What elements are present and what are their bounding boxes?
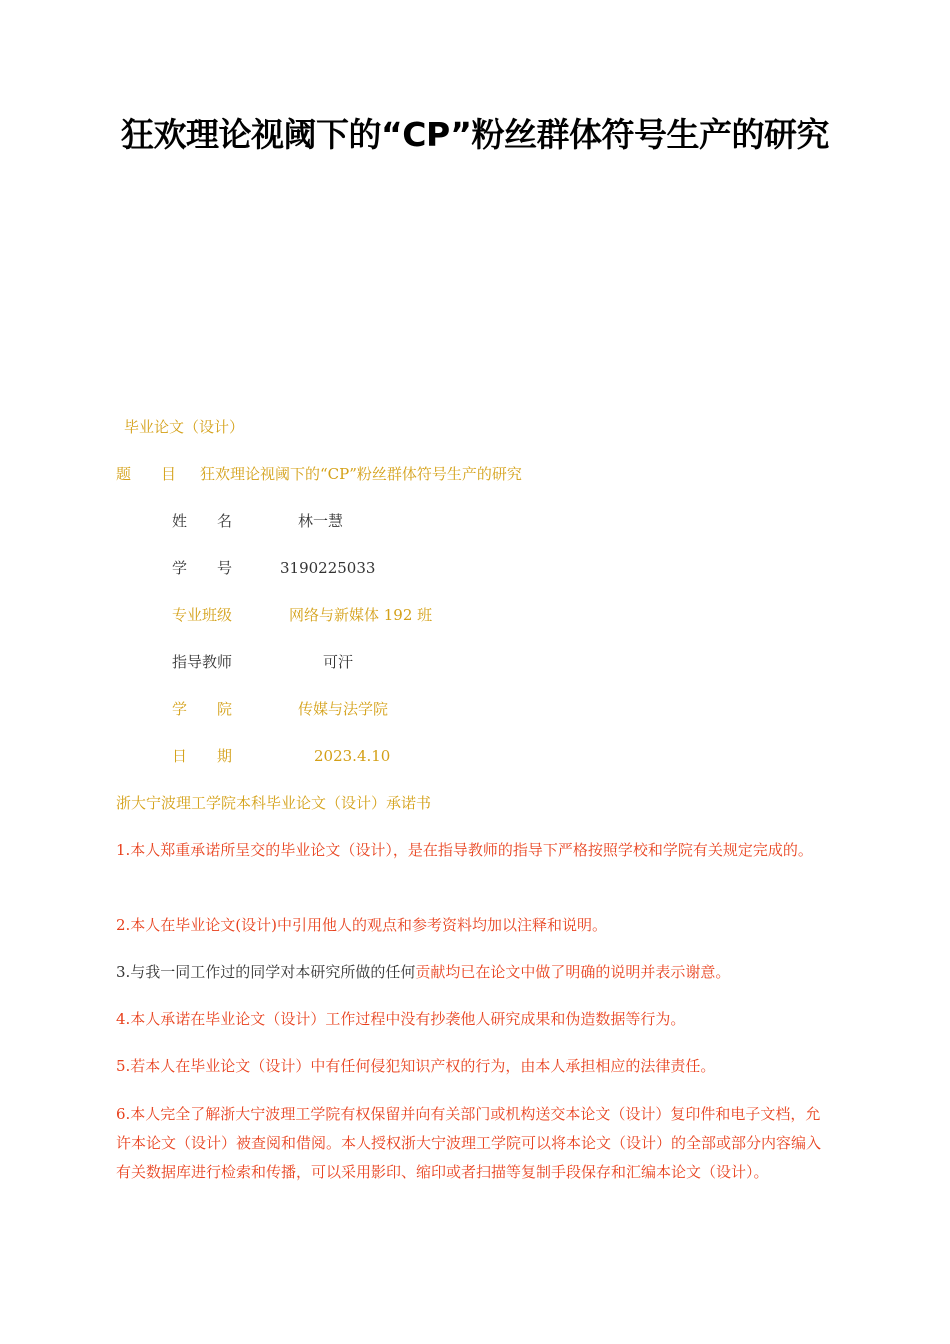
topic-label: 题 目	[116, 465, 177, 483]
advisor-value: 可汗	[323, 653, 354, 671]
pledge-item-3	[116, 958, 828, 987]
pledge-item-1: 1.本人郑重承诺所呈交的毕业论文（设计），是在指导教师的指导下严格按照学校和学院有关规定完成的。	[116, 841, 813, 859]
date-label: 日 期	[172, 747, 233, 765]
pledge-heading: 浙大宁波理工学院本科毕业论文（设计）承诺书	[116, 794, 432, 812]
pledge-item-5: 5.若本人在毕业论文（设计）中有任何侵犯知识产权的行为，由本人承担相应的法律责任。	[116, 1057, 716, 1075]
pledge-item-3-part1: 3.与我一同工作过的同学对本研究所做的任何	[116, 963, 416, 981]
college-label: 学 院	[172, 700, 233, 718]
student-id-label: 学 号	[172, 559, 233, 577]
topic-value: 狂欢理论视阈下的“CP”粉丝群体符号生产的研究	[200, 465, 522, 483]
college-value: 传媒与法学院	[298, 700, 389, 718]
pledge-item-2: 2.本人在毕业论文(设计)中引用他人的观点和参考资料均加以注释和说明。	[116, 916, 608, 934]
advisor-label: 指导教师	[172, 653, 233, 671]
pledge-item-4: 4.本人承诺在毕业论文（设计）工作过程中没有抄袭他人研究成果和伪造数据等行为。	[116, 1010, 686, 1028]
pledge-item-6: 6.本人完全了解浙大宁波理工学院有权保留并向有关部门或机构送交本论文（设计）复印件和电子文档，允许本论文（设计）被查阅和借阅。本人授权浙大宁波理工学院可以将本论文（设计）的全部或部分内容编入有关数据库进行检索和传播，可以采用影印、缩印或者扫描等复制手段保存和汇编本论文（设计）。	[116, 1105, 822, 1181]
name-value: 林一慧	[298, 512, 344, 530]
class-value: 网络与新媒体 192 班	[289, 606, 433, 624]
document-type: 毕业论文（设计）	[124, 418, 245, 436]
student-id-value: 3190225033	[280, 559, 376, 577]
date-value: 2023.4.10	[314, 747, 391, 765]
class-label: 专业班级	[172, 606, 233, 624]
page-title: 狂欢理论视阈下的“CP”粉丝群体符号生产的研究	[121, 115, 829, 154]
pledge-item-3-part2: 贡献均已在论文中做了明确的说明并表示谢意。	[415, 963, 731, 981]
name-label: 姓 名	[172, 512, 233, 530]
